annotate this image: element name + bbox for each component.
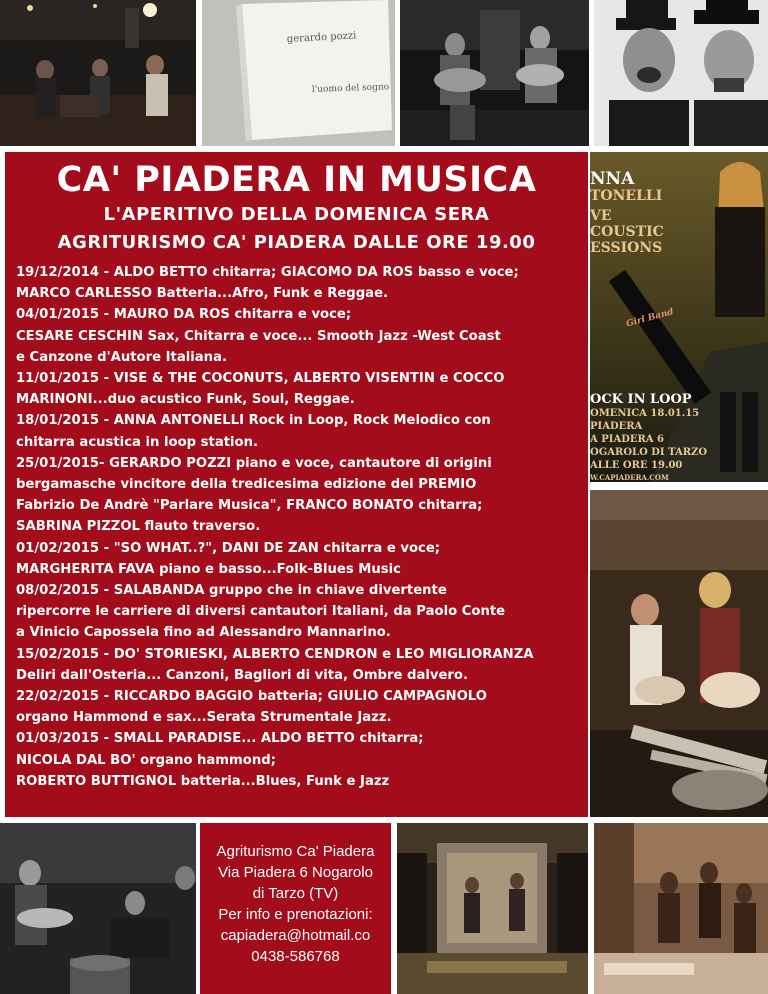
event-line: SABRINA PIZZOL flauto traverso. <box>16 519 261 535</box>
poster-event-title: OCK IN LOOP <box>590 392 692 407</box>
page-title: CA' PIADERA IN MUSICA <box>56 160 537 200</box>
photo-concert-poster <box>590 152 768 482</box>
event-line: 11/01/2015 - VISE & THE COCONUTS, ALBERTO VISENTIN e COCCO <box>16 371 505 387</box>
poster-subtitle-line3: ESSIONS <box>590 240 663 256</box>
contact-phone: 0438-586768 <box>251 948 340 965</box>
event-line: MARINONI...duo acustico Funk, Soul, Reggae. <box>16 392 355 408</box>
poster-subtitle-line2: COUSTIC <box>590 224 664 240</box>
photo-guitar-duo <box>590 490 768 817</box>
poster-venue: PIADERA <box>590 421 643 432</box>
poster-band-label: Girl Band <box>625 307 675 330</box>
event-list-panel <box>5 152 588 817</box>
event-line: 25/01/2015- GERARDO POZZI piano e voce, cantautore di origini <box>16 455 492 471</box>
poster-time: ALLE ORE 19.00 <box>590 460 683 471</box>
poster-date: OMENICA 18.01.15 <box>590 408 700 419</box>
event-line: 01/02/2015 - "SO WHAT..?", DANI DE ZAN chitarra e voce; <box>16 540 441 556</box>
photo-jazz-trio <box>0 823 196 994</box>
event-line: ROBERTO BUTTIGNOL batteria...Blues, Funk e Jazz <box>16 773 390 789</box>
photo-vintage-band <box>594 823 768 994</box>
booking-label: Per info e prenotazioni: <box>218 906 373 923</box>
venue-street: Via Piadera 6 Nogarolo <box>218 864 373 881</box>
event-line: a Vinicio Capossela fino ad Alessandro Mannarino. <box>16 625 391 641</box>
event-line: 19/12/2014 - ALDO BETTO chitarra; GIACOMO DA ROS basso e voce; <box>16 265 519 280</box>
poster-town: OGAROLO DI TARZO <box>590 447 708 458</box>
photo-acoustic-duo <box>400 0 589 146</box>
venue-name: Agriturismo Ca' Piadera <box>216 843 375 860</box>
event-line: Fabrizio De Andrè "Parlare Musica", FRANCO BONATO chitarra; <box>16 498 483 514</box>
poster-artist-line2: TONELLI <box>590 188 663 204</box>
event-line: CESARE CESCHIN Sax, Chitarra e voce... Smooth Jazz -West Coast <box>16 328 501 344</box>
venue-town: di Tarzo (TV) <box>252 885 339 902</box>
poster-artist-line1: NNA <box>590 169 635 189</box>
event-line: ripercorre le carriere di diversi cantautori Italiani, da Paolo Conte <box>16 604 506 620</box>
venue-subtitle: AGRITURISMO CA' PIADERA DALLE ORE 19.00 <box>57 232 536 253</box>
poster-website: W.CAPIADERA.COM <box>590 473 669 482</box>
event-line: organo Hammond e sax...Serata Strumentale Jazz. <box>16 710 392 726</box>
event-line: MARCO CARLESSO Batteria...Afro, Funk e Reggae. <box>16 286 389 302</box>
contact-email: capiadera@hotmail.co <box>220 927 371 944</box>
photo-cd-cover <box>202 0 395 146</box>
cd-subtitle-text: l'uomo del sogno <box>311 82 390 95</box>
event-line: 08/02/2015 - SALABANDA gruppo che in chiave divertente <box>16 583 447 599</box>
poster-address: A PIADERA 6 <box>590 434 664 445</box>
event-list <box>16 262 584 792</box>
venue-info-panel <box>200 823 391 994</box>
event-line: 01/03/2015 - SMALL PARADISE... ALDO BETTO chitarra; <box>16 731 424 747</box>
photo-band-stage <box>0 0 196 146</box>
event-line: 18/01/2015 - ANNA ANTONELLI Rock in Loop, Rock Melodico con <box>16 413 491 429</box>
event-line: 22/02/2015 - RICCARDO BAGGIO batteria; GIULIO CAMPAGNOLO <box>16 689 487 705</box>
event-line: NICOLA DAL BO' organo hammond; <box>16 752 276 768</box>
event-line: 04/01/2015 - MAURO DA ROS chitarra e voce; <box>16 307 352 323</box>
page-subtitle: L'APERITIVO DELLA DOMENICA SERA <box>103 204 490 225</box>
event-line: bergamasche vincitore della tredicesima edizione del PREMIO <box>16 477 477 493</box>
event-line: e Canzone d'Autore Italiana. <box>16 349 227 365</box>
event-line: MARGHERITA FAVA piano e basso...Folk-Blues Music <box>16 561 401 577</box>
poster-subtitle-line1: VE <box>590 208 612 224</box>
event-line: chitarra acustica in loop station. <box>16 434 259 450</box>
photo-hat-portraits <box>594 0 768 146</box>
event-line: Deliri dall'Osteria... Canzoni, Bagliori di vita, Ombre dalvero. <box>16 667 469 683</box>
event-line: 15/02/2015 - DO' STORIESKI, ALBERTO CENDRON e LEO MIGLIORANZA <box>16 646 534 662</box>
cd-title-text: gerardo pozzi <box>286 30 357 45</box>
photo-band-room <box>397 823 588 994</box>
